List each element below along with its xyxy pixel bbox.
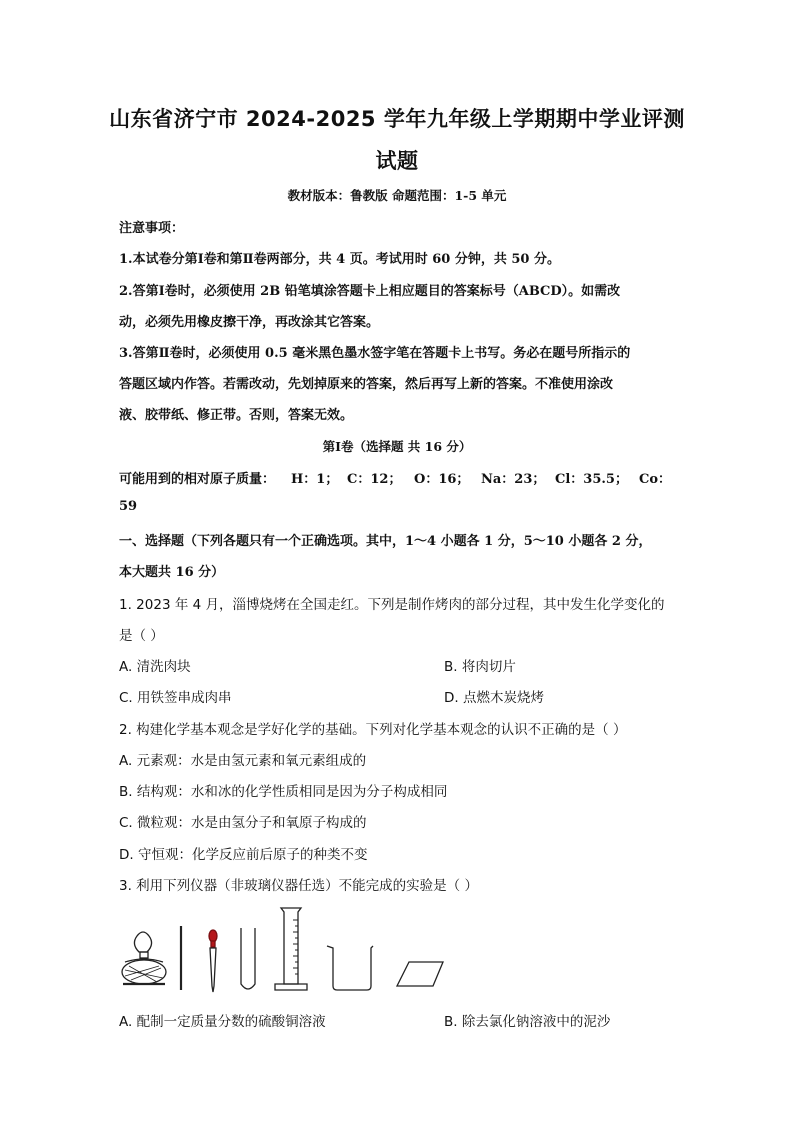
edition-info: 教材版本：鲁教版 命题范围：1-5 单元 [287, 188, 507, 203]
atomic-mass-line [119, 468, 679, 486]
note-2-line2: 动，必须先用橡皮擦干净，再改涂其它答案。 [119, 315, 380, 330]
notes-heading: 注意事项： [119, 221, 185, 236]
exam-title-line2: 试题 [375, 149, 419, 173]
section-1-line2: 本大题共 16 分） [119, 565, 225, 580]
q2-option-d: D. 守恒观：化学反应前后原子的种类不变 [119, 847, 368, 863]
q1-option-a: A. 清洗肉块 [119, 659, 191, 675]
q2-stem: 2. 构建化学基本观念是学好化学的基础。下列对化学基本观念的认识不正确的是（ ） [119, 722, 627, 738]
q1-option-b: B. 将肉切片 [444, 659, 516, 675]
q3-stem: 3. 利用下列仪器（非玻璃仪器任选）不能完成的实验是（ ） [119, 878, 478, 894]
mass-na: Na：23； [481, 472, 546, 487]
dropper-icon [209, 930, 217, 992]
note-3-line2: 答题区域内作答。若需改动，先划掉原来的答案，然后再写上新的答案。不准使用涂改 [119, 377, 614, 392]
q3-instruments-figure [115, 900, 455, 1000]
note-3-line1: 3.答第Ⅱ卷时，必须使用 0.5 毫米黑色墨水签字笔在答题卡上书写。务必在题号所指示的 [119, 346, 631, 361]
exam-title-line1: 山东省济宁市 2024-2025 学年九年级上学期期中学业评测 [109, 107, 685, 131]
q1-option-c: C. 用铁签串成肉串 [119, 690, 232, 706]
atomic-mass-label: 可能用到的相对原子质量： [119, 472, 276, 487]
q1-option-d: D. 点燃木炭烧烤 [444, 690, 544, 706]
q2-option-c: C. 微粒观：水是由氢分子和氧原子构成的 [119, 815, 367, 831]
section-1-line1: 一、选择题（下列各题只有一个正确选项。其中，1～4 小题各 1 分，5～10 小题各 2 分， [119, 534, 652, 549]
q1-stem-line1: 1. 2023 年 4 月，淄博烧烤在全国走红。下列是制作烤肉的部分过程，其中发生化学变化的 [119, 597, 665, 613]
q3-option-a: A. 配制一定质量分数的硫酸铜溶液 [119, 1014, 326, 1030]
part1-heading: 第Ⅰ卷（选择题 共 16 分） [322, 439, 472, 454]
graduated-cylinder-icon [275, 908, 307, 990]
mass-c: C：12； [347, 472, 402, 487]
mass-o: O：16； [414, 472, 470, 487]
note-3-line3: 液、胶带纸、修正带。否则，答案无效。 [119, 408, 354, 423]
mass-cl: Cl：35.5； [555, 472, 628, 487]
mass-co: Co： [639, 472, 672, 487]
mass-h: H：1； [291, 472, 339, 487]
atomic-mass-tail: 59 [119, 499, 138, 514]
note-1: 1.本试卷分第Ⅰ卷和第Ⅱ卷两部分，共 4 页。考试用时 60 分钟，共 50 分。 [119, 252, 560, 267]
glass-plate-icon [397, 962, 443, 986]
q2-option-b: B. 结构观：水和冰的化学性质相同是因为分子构成相同 [119, 784, 448, 800]
q1-stem-line2: 是（ ） [119, 628, 164, 644]
alcohol-lamp-icon [122, 932, 166, 984]
note-2-line1: 2.答第Ⅰ卷时，必须使用 2B 铅笔填涂答题卡上相应题目的答案标号（ABCD）。如需改 [119, 284, 621, 299]
q3-option-b: B. 除去氯化钠溶液中的泥沙 [444, 1014, 611, 1030]
beaker-icon [327, 946, 373, 990]
q2-option-a: A. 元素观：水是由氢元素和氧元素组成的 [119, 753, 367, 769]
test-tube-icon [241, 928, 255, 989]
